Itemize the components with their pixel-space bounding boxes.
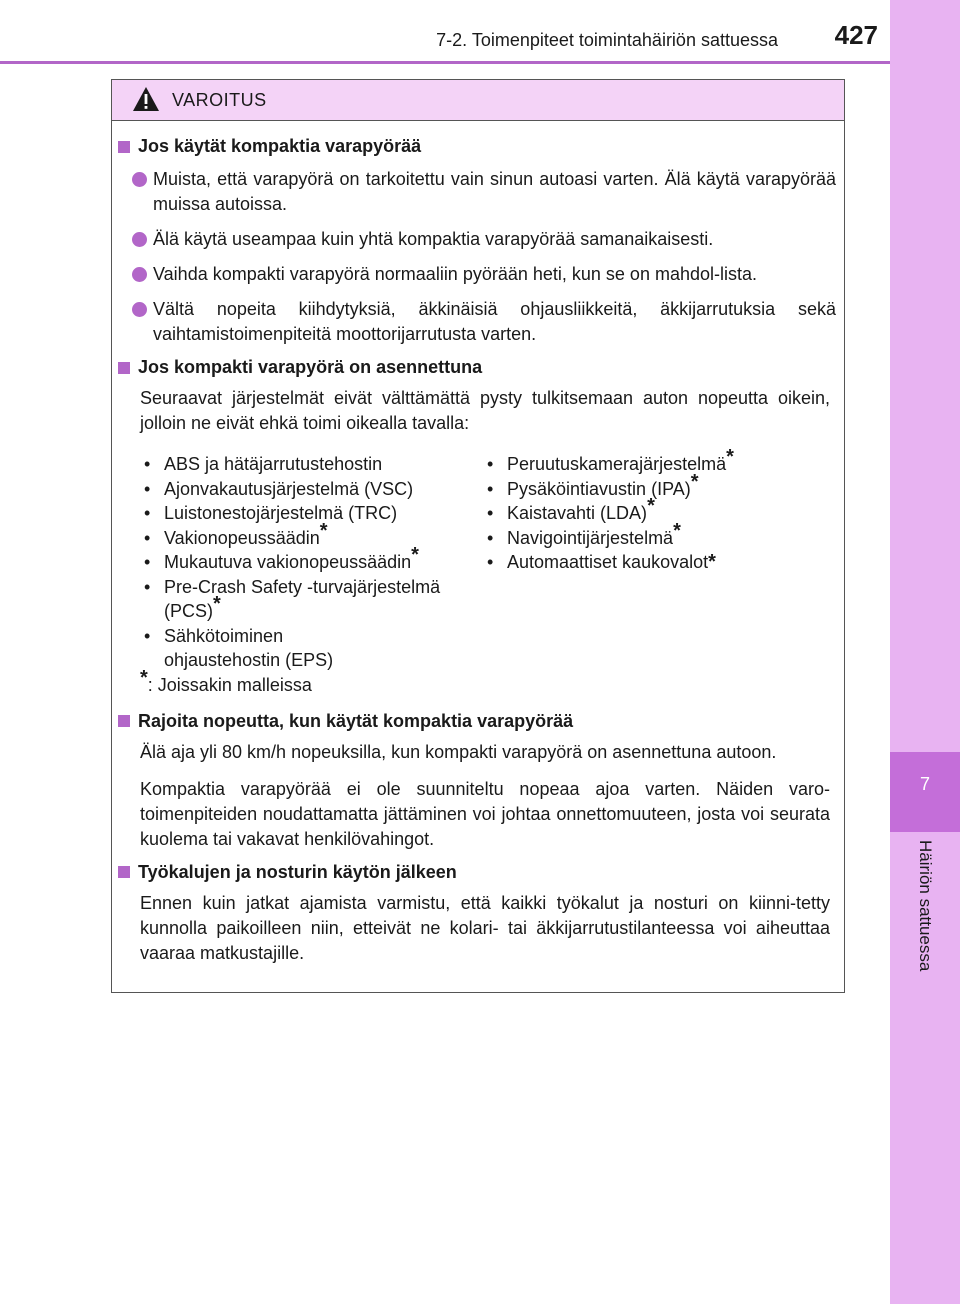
systems-list-left <box>144 452 487 673</box>
list-item: • Kaistavahti (LDA)* <box>487 501 830 526</box>
chapter-title: Häiriön sattuessa <box>916 840 935 972</box>
page-number: 427 <box>834 20 878 50</box>
bullet-text: Älä käytä useampaa kuin yhtä kompaktia varapyörää samanaikaisesti. <box>153 229 714 249</box>
circle-bullet-icon <box>132 232 147 247</box>
paragraph: Älä aja yli 80 km/h nopeuksilla, kun kompakti varapyörä on asennettuna autoon. <box>140 741 777 762</box>
list-item: • Navigointijärjestelmä* <box>487 526 830 551</box>
section-heading <box>118 862 836 883</box>
circle-bullet-icon <box>132 302 147 317</box>
list-item: • Ajonvakautusjärjestelmä (VSC) <box>144 477 487 502</box>
section-heading-text: Jos käytät kompaktia varapyörää <box>138 136 422 156</box>
list-item: • Luistonestojärjestelmä (TRC) <box>144 501 487 526</box>
circle-bullet-icon <box>132 267 147 282</box>
asterisk-mark: * <box>213 593 221 615</box>
section-title: 7-2. Toimenpiteet toimintahäiriön sattuessa <box>436 30 778 50</box>
systems-list <box>144 446 830 673</box>
section-heading-text: Työkalujen ja nosturin käytön jälkeen <box>138 861 457 882</box>
page-header <box>0 0 890 62</box>
systems-list-right <box>487 446 830 673</box>
footnote <box>140 666 836 697</box>
chapter-side-tab <box>890 0 960 1304</box>
asterisk-mark: * <box>726 446 734 468</box>
chapter-number: 7 <box>890 752 960 832</box>
paragraph: Kompaktia varapyörää ei ole suunniteltu nopeaa ajoa varten. Näiden varo-toimenpiteiden noudattamatta jättäminen voi johtaa onnettomuuteen, josta voi seurata kuolema tai vakavat henkilövahingot. <box>140 778 830 849</box>
section-heading-text: Jos kompakti varapyörä on asennettuna <box>138 357 483 377</box>
list-item: • Automaattiset kaukovalot* <box>487 550 830 575</box>
square-bullet-icon <box>118 866 130 878</box>
asterisk-mark: * <box>647 495 655 517</box>
asterisk-mark: * <box>673 519 681 542</box>
asterisk-mark: * <box>319 519 328 542</box>
list-item: • ABS ja hätäjarrutustehostin <box>144 452 487 477</box>
warning-icon <box>132 86 160 112</box>
bullet-item <box>118 297 836 347</box>
list-item: • Pysäköintiavustin (IPA)* <box>487 477 830 502</box>
list-item: • Sähkötoiminen ohjaustehostin (EPS) <box>144 624 384 673</box>
list-item: • Peruutuskamerajärjestelmä* <box>487 452 830 477</box>
asterisk-mark: * <box>708 551 716 573</box>
bullet-text: Muista, että varapyörä on tarkoitettu vain sinun autoasi varten. Älä käytä varapyörää muissa autoissa. <box>153 169 836 214</box>
section-heading-text: Rajoita nopeutta, kun käytät kompaktia varapyörää <box>138 710 574 731</box>
list-item: • Pre-Crash Safety -turvajärjestelmä (PCS)* <box>144 575 449 624</box>
warning-box <box>111 79 845 993</box>
footnote-text: : Joissakin malleissa <box>147 674 312 695</box>
asterisk-mark: * <box>690 470 699 493</box>
section-heading <box>118 136 836 157</box>
bullet-text: Vaihda kompakti varapyörä normaaliin pyörään heti, kun se on mahdol-lista. <box>153 264 757 284</box>
section-heading <box>118 711 836 732</box>
paragraph: Seuraavat järjestelmät eivät välttämättä pysty tulkitsemaan auton nopeutta oikein, jolloin ne eivät ehkä toimi oikealla tavalla: <box>140 388 830 433</box>
list-item: • Mukautuva vakionopeussäädin* <box>144 550 487 575</box>
square-bullet-icon <box>118 362 130 374</box>
warning-title: VAROITUS <box>172 90 267 110</box>
square-bullet-icon <box>118 141 130 153</box>
header-rule <box>0 61 890 64</box>
bullet-item <box>118 227 836 252</box>
bullet-text: Vältä nopeita kiihdytyksiä, äkkinäisiä ohjausliikkeitä, äkkijarrutuksia sekä vaihtamistoimenpiteitä moottorijarrutusta varten. <box>153 299 836 344</box>
list-item: • Vakionopeussäädin* <box>144 526 487 551</box>
warning-header <box>112 80 844 121</box>
bullet-item <box>118 167 836 217</box>
square-bullet-icon <box>118 715 130 727</box>
asterisk-mark: * <box>411 544 419 566</box>
circle-bullet-icon <box>132 172 147 187</box>
asterisk-mark: * <box>140 666 148 689</box>
paragraph: Ennen kuin jatkat ajamista varmistu, että kaikki työkalut ja nosturi on kiinni-tetty kunnolla paikoilleen niin, etteivät ne kolari- tai äkkijarrutustilanteessa voi aiheuttaa vaaraa matkustajille. <box>140 892 830 963</box>
bullet-item <box>118 262 836 287</box>
warning-content <box>112 120 846 966</box>
section-heading <box>118 357 836 378</box>
